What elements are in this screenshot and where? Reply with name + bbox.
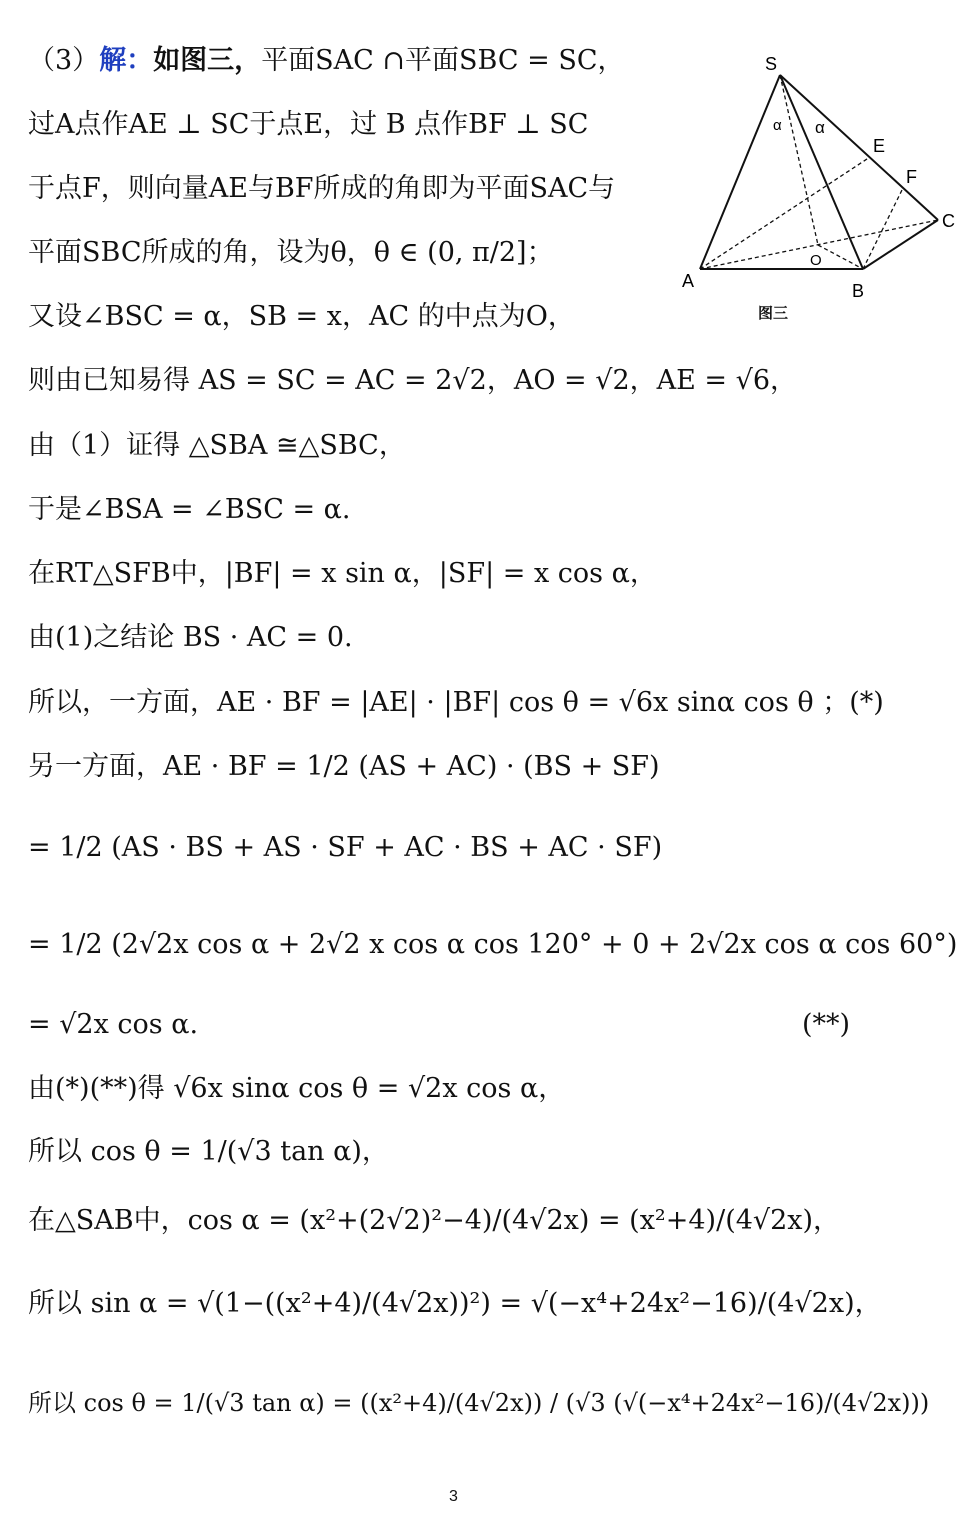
solution-line-5: 又设∠BSC = α，SB = x，AC 的中点为O，	[28, 301, 575, 332]
angle-label-alpha-right: α	[815, 118, 825, 137]
point-label-o: O	[810, 252, 822, 269]
solution-line-9: 在RT△SFB中，|BF| = x sin α，|SF| = x cos α，	[28, 558, 657, 589]
solution-line-8: 于是∠BSA = ∠BSC = α.	[28, 494, 351, 525]
line1-text: 平面SAC ∩平面SBC = SC，	[261, 45, 625, 76]
equation-tag-double-star: (**)	[802, 1009, 851, 1040]
solution-line-17: 所以 cos θ = 1/(√3 tan α)，	[28, 1136, 389, 1167]
solution-line-15: = √2x cos α.	[28, 1009, 199, 1040]
angle-label-alpha-left: α	[773, 117, 782, 134]
vertex-label-c: C	[942, 211, 955, 231]
solution-line-10: 由(1)之结论 BS · AC = 0.	[28, 622, 353, 653]
solution-line-20: 所以 cos θ = 1/(√3 tan α) = ((x²+4)/(4√2x)) / (√3 (√(−x⁴+24x²−16)/(4√2x)))	[28, 1389, 930, 1417]
figure-caption: 图三	[758, 305, 789, 322]
vertex-label-s: S	[765, 55, 778, 74]
solution-line-2: 过A点作AE ⊥ SC于点E，过 B 点作BF ⊥ SC	[28, 109, 589, 140]
point-label-f: F	[906, 167, 917, 187]
solution-line-14: = 1/2 (2√2x cos α + 2√2 x cos α cos 120° + 0 + 2√2x cos α cos 60°)	[28, 929, 958, 960]
solution-line-4: 平面SBC所成的角，设为θ，θ ∈ (0, π/2]；	[28, 237, 554, 268]
solution-line-16: 由(*)(**)得 √6x sinα cos θ = √2x cos α，	[28, 1073, 566, 1104]
solution-line-6: 则由已知易得 AS = SC = AC = 2√2，AO = √2，AE = √6，	[28, 365, 797, 396]
solution-line-19: 所以 sin α = √(1−((x²+4)/(4√2x))²) = √(−x⁴+24x²−16)/(4√2x)，	[28, 1288, 882, 1319]
vertex-label-a: A	[682, 271, 695, 291]
vertex-label-b: B	[852, 281, 865, 300]
figure-reference: 如图三，	[153, 45, 262, 76]
solution-line-3: 于点F，则向量AE与BF所成的角即为平面SAC与	[28, 173, 616, 204]
solution-line-12: 另一方面，AE · BF = 1/2 (AS + AC) · (BS + SF)	[28, 751, 660, 782]
solution-label: 解：	[99, 45, 154, 76]
solution-line-18: 在△SAB中，cos α = (x²+(2√2)²−4)/(4√2x) = (x²+4)/(4√2x)，	[28, 1205, 841, 1236]
solution-line-13: = 1/2 (AS · BS + AS · SF + AC · BS + AC · SF)	[28, 832, 663, 863]
solution-line-7: 由（1）证得 △SBA ≅△SBC，	[28, 430, 406, 461]
page-number: 3	[449, 1488, 458, 1505]
solution-line-11: 所以，一方面，AE · BF = |AE| · |BF| cos θ = √6x sinα cos θ ；(*)	[28, 687, 884, 718]
pyramid-figure	[670, 55, 960, 300]
point-label-e: E	[873, 136, 886, 156]
part-label: （3）	[28, 45, 100, 76]
solution-line-1	[28, 43, 625, 79]
